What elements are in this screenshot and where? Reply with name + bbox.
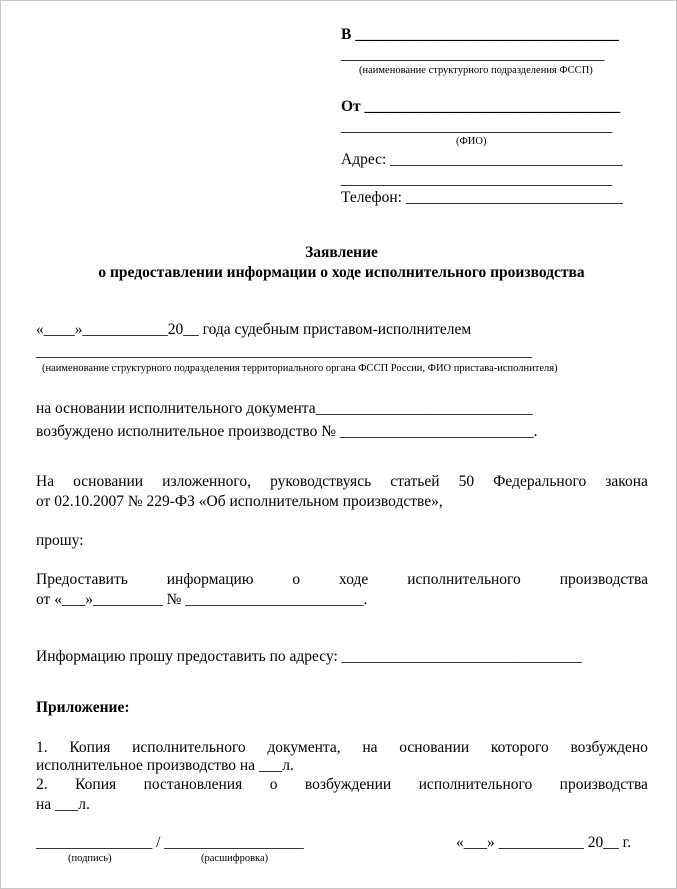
attachment-item-2-line-2: на ___л. — [36, 796, 90, 813]
provide-word: исполнительного — [407, 571, 521, 588]
signature-caption: (подпись) — [68, 853, 112, 864]
decode-caption: (расшифровка) — [201, 853, 269, 864]
bailiff-caption: (наименование структурного подразделения территориального органа ФССП России, ФИО пристава-исполнителя) — [42, 363, 558, 374]
attachment-item-2-line-1 — [36, 776, 648, 794]
basis-word: 50 — [458, 473, 475, 490]
date-bailiff-line: «____»___________20__ года судебным приставом-исполнителем — [36, 321, 472, 338]
provide-paragraph-line-1 — [36, 571, 648, 589]
attachment-word: основании — [399, 739, 470, 756]
from-line-2: ___________________________________ — [341, 118, 613, 135]
bailiff-line: ________________________________________________________________ — [36, 343, 532, 360]
basis-word: основании — [73, 473, 144, 490]
signature-line: _______________ / __________________ — [36, 834, 304, 851]
to-line-2: __________________________________ — [341, 46, 605, 63]
attachment-word: документа, — [267, 739, 341, 756]
attachment-item-1-line-1 — [36, 739, 648, 757]
enforcement-document-line: на основании исполнительного документа____________________________ — [36, 400, 533, 417]
basis-word: руководствуясь — [270, 473, 372, 490]
attachment-word: возбуждено — [570, 739, 648, 756]
provide-word: производства — [559, 571, 648, 588]
signature-date-line: «___» ___________ 20__ г. — [456, 834, 632, 851]
attachments-heading: Приложение: — [36, 699, 130, 716]
proceeding-number-line: возбуждено исполнительное производство № _________________________. — [36, 423, 538, 440]
request-word: прошу: — [36, 532, 84, 549]
provide-word: Предоставить — [36, 571, 128, 588]
attachment-word: которого — [490, 739, 549, 756]
attachment-word: исполнительного — [132, 739, 246, 756]
attachment-word: 2. — [36, 776, 48, 793]
attachment-word: Копия — [75, 776, 117, 793]
attachment-word: 1. — [36, 739, 48, 756]
title-line-1: Заявление — [305, 244, 378, 261]
address-request-line: Информацию прошу предоставить по адресу: _______________________________ — [36, 648, 582, 665]
address-line: Адрес: ______________________________ — [341, 151, 623, 168]
address-line-2: ___________________________________ — [341, 171, 613, 188]
attachment-word: о — [269, 776, 278, 793]
basis-word: изложенного, — [162, 473, 251, 490]
basis-word: статьей — [390, 473, 440, 490]
attachment-word: исполнительного — [418, 776, 533, 793]
provide-word: информацию — [166, 571, 254, 588]
to-line: В __________________________________ — [341, 26, 619, 43]
attachment-word: возбуждении — [304, 776, 392, 793]
basis-paragraph-line-1 — [36, 473, 648, 491]
basis-word: Федерального — [493, 473, 587, 490]
attachment-word: Копия — [69, 739, 111, 756]
provide-paragraph-line-2: от «___»_________ № _______________________. — [36, 591, 368, 608]
provide-word: ходе — [339, 571, 369, 588]
basis-paragraph-line-2: от 02.10.2007 № 229-ФЗ «Об исполнительном производстве», — [36, 493, 443, 510]
attachment-item-1-line-2: исполнительное производство на ___л. — [36, 757, 294, 774]
basis-word: закона — [605, 473, 648, 490]
title-line-2: о предоставлении информации о ходе исполнительного производства — [98, 264, 585, 281]
from-line: От _________________________________ — [341, 98, 621, 115]
to-caption: (наименование структурного подразделения ФССП) — [359, 65, 593, 76]
phone-line: Телефон: ____________________________ — [341, 189, 623, 206]
attachment-word: постановления — [143, 776, 243, 793]
fio-caption: (ФИО) — [456, 136, 487, 147]
basis-word: На — [36, 473, 55, 490]
provide-word: о — [292, 571, 301, 588]
attachment-word: производства — [559, 776, 648, 793]
attachment-word: на — [362, 739, 378, 756]
